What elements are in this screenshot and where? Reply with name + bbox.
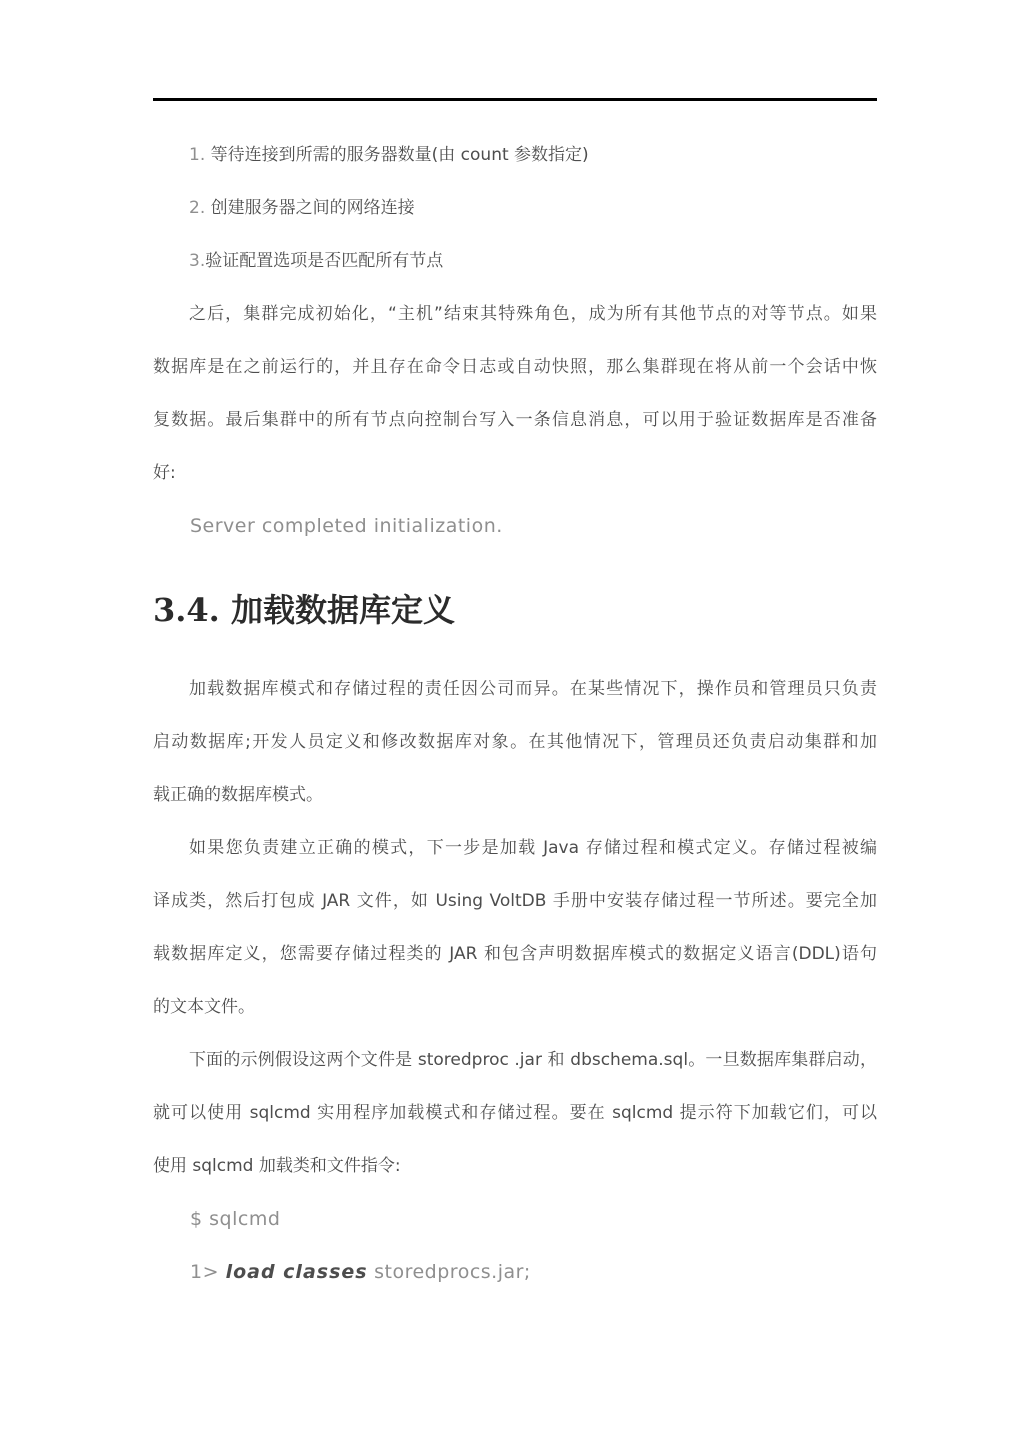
list-number: 3.: [189, 251, 206, 271]
paragraph-schema: [153, 822, 877, 1034]
text-line: [153, 875, 877, 928]
code-text: Server completed initialization.: [190, 515, 503, 537]
text-line: [153, 394, 877, 447]
text-line: [153, 447, 877, 500]
top-rule: [153, 98, 877, 101]
text-run: 译成类，然后打包成 JAR 文件，如 Using VoltDB 手册中安装存储过程一节所述。要完全加: [153, 891, 877, 911]
text-run: 复数据。最后集群中的所有节点向控制台写入一条信息消息，可以用于验证数据库是否准备: [153, 410, 877, 430]
list-number: 1.: [189, 145, 206, 165]
text-line: [153, 663, 877, 716]
text-line: [153, 288, 877, 341]
text-line: [153, 341, 877, 394]
code-suffix: storedprocs.jar;: [367, 1261, 531, 1283]
shell-prompt-line: [153, 1193, 877, 1246]
list-item: [153, 182, 877, 235]
text-run: 载正确的数据库模式。: [153, 785, 323, 805]
section-heading: 3.4. 加载数据库定义: [153, 591, 455, 629]
text-line: [153, 1140, 877, 1193]
sqlcmd-directive-line: [153, 1246, 877, 1299]
text-run: 启动数据库;开发人员定义和修改数据库对象。在其他情况下，管理员还负责启动集群和加: [153, 732, 877, 752]
code-text: $ sqlcmd: [190, 1208, 281, 1230]
paragraph-responsibility: [153, 663, 877, 822]
text-line: [153, 928, 877, 981]
text-line: [153, 1087, 877, 1140]
text-line: [153, 716, 877, 769]
paragraph-init: [153, 288, 877, 500]
text-line: [153, 1034, 877, 1087]
text-run: 就可以使用 sqlcmd 实用程序加载模式和存储过程。要在 sqlcmd 提示符下加载它们，可以: [153, 1103, 877, 1123]
text-run: 数据库是在之前运行的，并且存在命令日志或自动快照，那么集群现在将从前一个会话中恢: [153, 357, 877, 377]
console-message: [153, 500, 877, 553]
list-item-text: 验证配置选项是否匹配所有节点: [205, 251, 444, 271]
text-run: 加载数据库模式和存储过程的责任因公司而异。在某些情况下，操作员和管理员只负责: [189, 679, 877, 699]
text-run: 使用 sqlcmd 加载类和文件指令:: [153, 1156, 401, 1176]
list-item: [153, 235, 877, 288]
text-line: [153, 822, 877, 875]
text-run: 载数据库定义，您需要存储过程类的 JAR 和包含声明数据库模式的数据定义语言(DDL)语句: [153, 944, 877, 964]
text-run: 好:: [153, 463, 176, 483]
code-prefix: 1>: [190, 1261, 226, 1283]
text-run: 下面的示例假设这两个文件是 storedproc .jar 和 dbschema.sql。一旦数据库集群启动，: [189, 1050, 877, 1070]
text-line: [153, 981, 877, 1034]
text-run: 之后，集群完成初始化，“主机”结束其特殊角色，成为所有其他节点的对等节点。如果: [189, 304, 877, 324]
code-keyword: load classes: [225, 1261, 368, 1283]
list-number: 2.: [189, 198, 206, 218]
paragraph-example: [153, 1034, 877, 1193]
text-line: [153, 769, 877, 822]
list-item: [153, 129, 877, 182]
list-item-text: 创建服务器之间的网络连接: [205, 198, 415, 218]
content-column: [153, 0, 877, 1299]
numbered-list: [153, 129, 877, 288]
list-item-text: 等待连接到所需的服务器数量(由 count 参数指定): [205, 145, 589, 165]
text-run: 如果您负责建立正确的模式，下一步是加载 Java 存储过程和模式定义。存储过程被编: [189, 838, 877, 858]
text-run: 的文本文件。: [153, 997, 255, 1017]
